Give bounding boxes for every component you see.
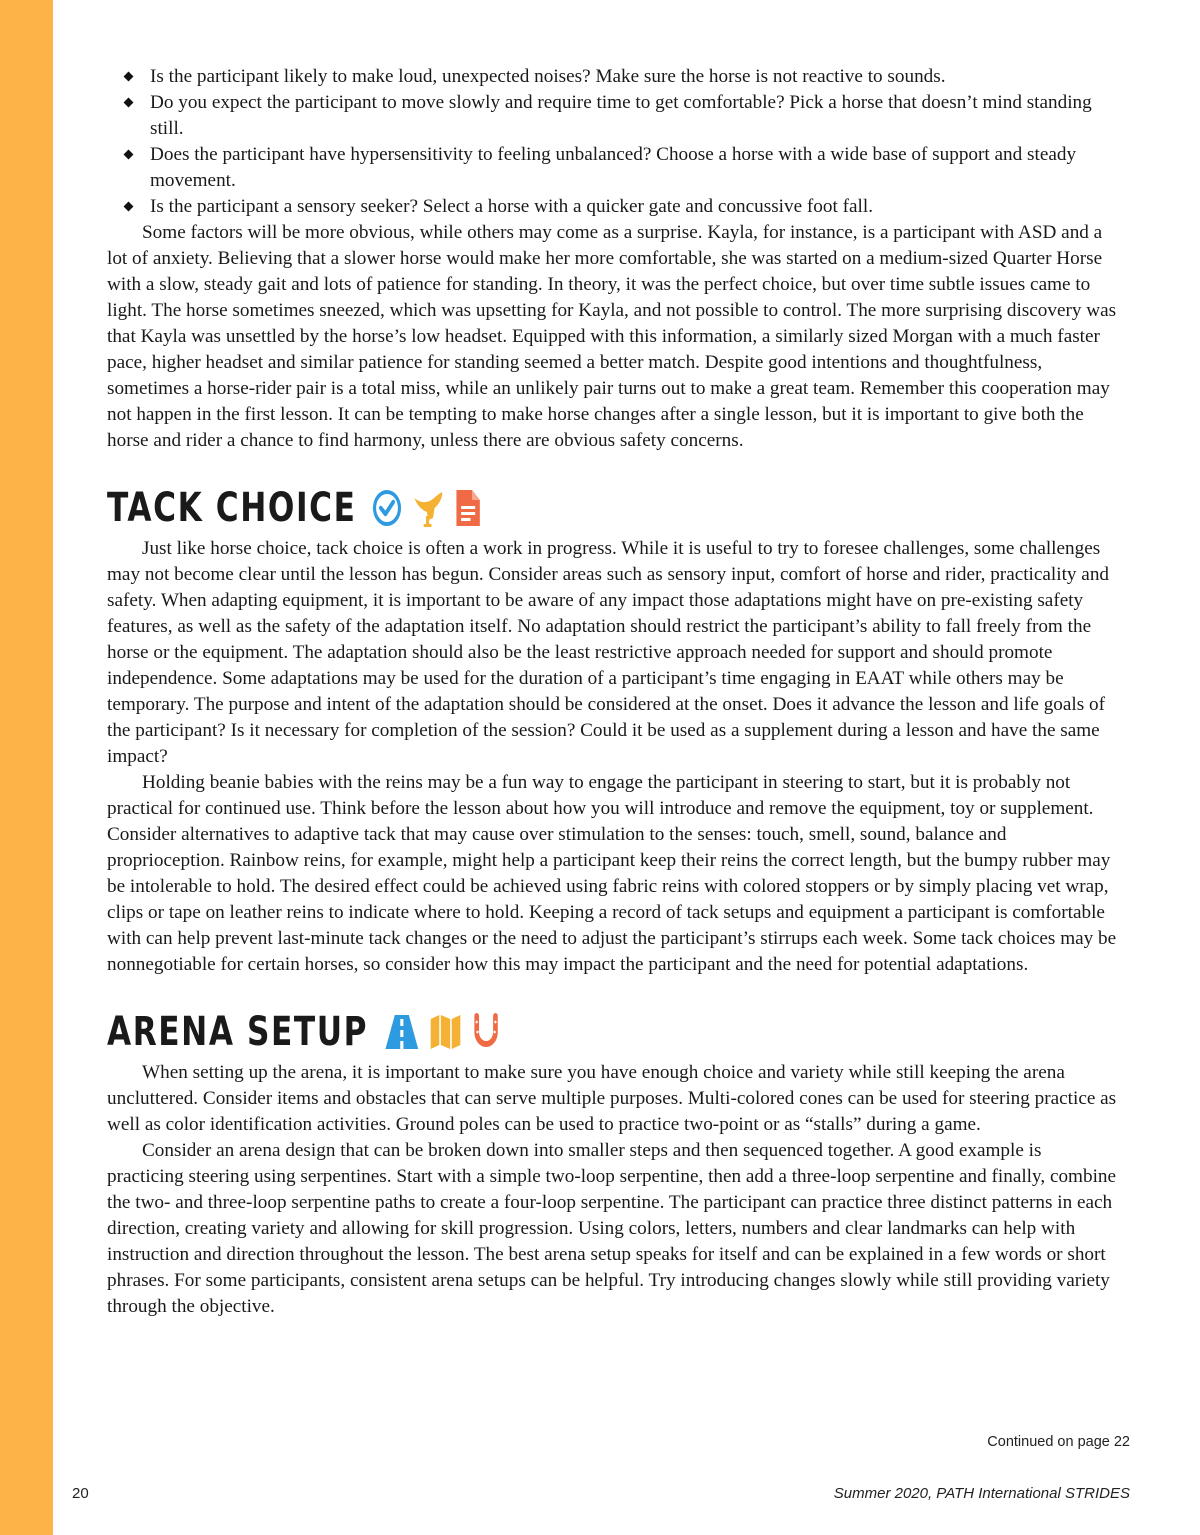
arena-paragraph-2: Consider an arena design that can be broken down into smaller steps and then sequenced together. A good example is practicing steering using serpentines. Start with a simple two-loop serpentine, then add a three-loop serpentine and finally, combine the two- and three-loop serpentine paths to create a four-loop serpentine. The participant can practice three distinct patterns in each direction, creating variety and allowing for skill progression. Using colors, letters, numbers and clear landmarks can help with instruction and direction throughout the lesson. The best arena setup speaks for itself and can be explained in a few words or short phrases. For some participants, consistent arena setups can be helpful. Try introducing changes slowly while still providing variety through the objective. — [107, 1140, 1117, 1317]
arena-paragraph-1: When setting up the arena, it is important to make sure you have enough choice and variety while still keeping the arena uncluttered. Consider items and obstacles that can serve multiple purposes. Multi-colored cones can be used for steering practice as well as color identification activities. Ground poles can be used to practice two-point or as “stalls” during a game. — [107, 1062, 1117, 1135]
arena-icons — [384, 1012, 501, 1052]
bullet-diamond-icon — [124, 72, 134, 82]
list-item: Is the participant likely to make loud, unexpected noises? Make sure the horse is not reactive to sounds. — [107, 64, 1122, 90]
bullet-diamond-icon — [124, 202, 134, 212]
arena-setup-heading — [107, 1006, 899, 1058]
document-icon — [455, 488, 482, 528]
list-item: Is the participant a sensory seeker? Select a horse with a quicker gate and concussive foot fall. — [107, 194, 1122, 220]
bullet-diamond-icon — [124, 98, 134, 108]
bullet-list — [107, 64, 1122, 220]
horseshoe-icon — [471, 1012, 501, 1052]
road-icon — [384, 1013, 420, 1051]
page-side-bar — [0, 0, 53, 1535]
list-item: Do you expect the participant to move slowly and require time to get comfortable? Pick a horse that doesn’t mind standing still. — [107, 90, 1122, 142]
saddle-icon — [411, 486, 445, 530]
page-number: 20 — [72, 1485, 89, 1502]
map-icon — [429, 1013, 462, 1051]
continued-note: Continued on page 22 — [987, 1434, 1130, 1450]
article-body — [107, 64, 1122, 1320]
list-item: Does the participant have hypersensitivity to feeling unbalanced? Choose a horse with a wide base of support and steady movement. — [107, 142, 1122, 194]
tack-choice-heading-text: TACK CHOICE — [107, 485, 357, 531]
tack-paragraph-1: Just like horse choice, tack choice is often a work in progress. While it is useful to try to foresee challenges, some challenges may not become clear until the lesson has begun. Consider areas such as sensory input, comfort of horse and rider, practicality and safety. When adapting equipment, it is important to be aware of any impact those adaptations might have on pre-existing safety features, as well as the safety of the adaptation itself. No adaptation should restrict the participant’s ability to fall freely from the horse or the equipment. The adaptation should also be the least restrictive approach needed for support and should promote independence. Some adaptations may be used for the duration of a participant’s time engaging in EAAT while others may be temporary. The purpose and intent of the adaptation should be considered at the onset. Does it advance the lesson and life goals of the participant? Is it necessary for completion of the session? Could it be used as a supplement during a lesson and have the same impact? — [107, 538, 1110, 767]
bullet-diamond-icon — [124, 150, 134, 160]
checkmark-icon — [372, 489, 402, 527]
tack-icons — [372, 486, 481, 530]
arena-setup-heading-text: ARENA SETUP — [107, 1009, 369, 1055]
tack-choice-heading — [107, 482, 899, 534]
intro-paragraph: Some factors will be more obvious, while others may come as a surprise. Kayla, for instance, is a participant with ASD and a lot of anxiety. Believing that a slower horse would make her more comfortable, she was started on a medium-sized Quarter Horse with a slow, steady gait and lots of patience for standing. In theory, it was the perfect choice, but over time subtle issues came to light. The horse sometimes sneezed, which was upsetting for Kayla, and not possible to control. The more surprising discovery was that Kayla was unsettled by the horse’s low headset. Equipped with this information, a similarly sized Morgan with a much faster pace, higher headset and similar patience for standing seemed a better match. Despite good intentions and thoughtfulness, sometimes a horse-rider pair is a total miss, while an unlikely pair turns out to make a great team. Remember this cooperation may not happen in the first lesson. It can be tempting to make horse changes after a single lesson, but it is important to give both the horse and rider a chance to find harmony, unless there are obvious safety concerns. — [107, 222, 1117, 451]
publication-footer: Summer 2020, PATH International STRIDES — [833, 1485, 1130, 1502]
tack-paragraph-2: Holding beanie babies with the reins may be a fun way to engage the participant in steering to start, but it is probably not practical for continued use. Think before the lesson about how you will introduce and remove the equipment, toy or supplement. Consider alternatives to adaptive tack that may cause over stimulation to the senses: touch, smell, sound, balance and proprioception. Rainbow reins, for example, might help a participant keep their reins the correct length, but the bumpy rubber may be intolerable to hold. The desired effect could be achieved using fabric reins with colored stoppers or by simply placing vet wrap, clips or tape on leather reins to indicate where to hold. Keeping a record of tack setups and equipment a participant is comfortable with can help prevent last-minute tack changes or the need to adjust the participant’s stirrups each week. Some tack choices may be nonnegotiable for certain horses, so consider how this may impact the participant and the need for potential adaptations. — [107, 772, 1117, 975]
